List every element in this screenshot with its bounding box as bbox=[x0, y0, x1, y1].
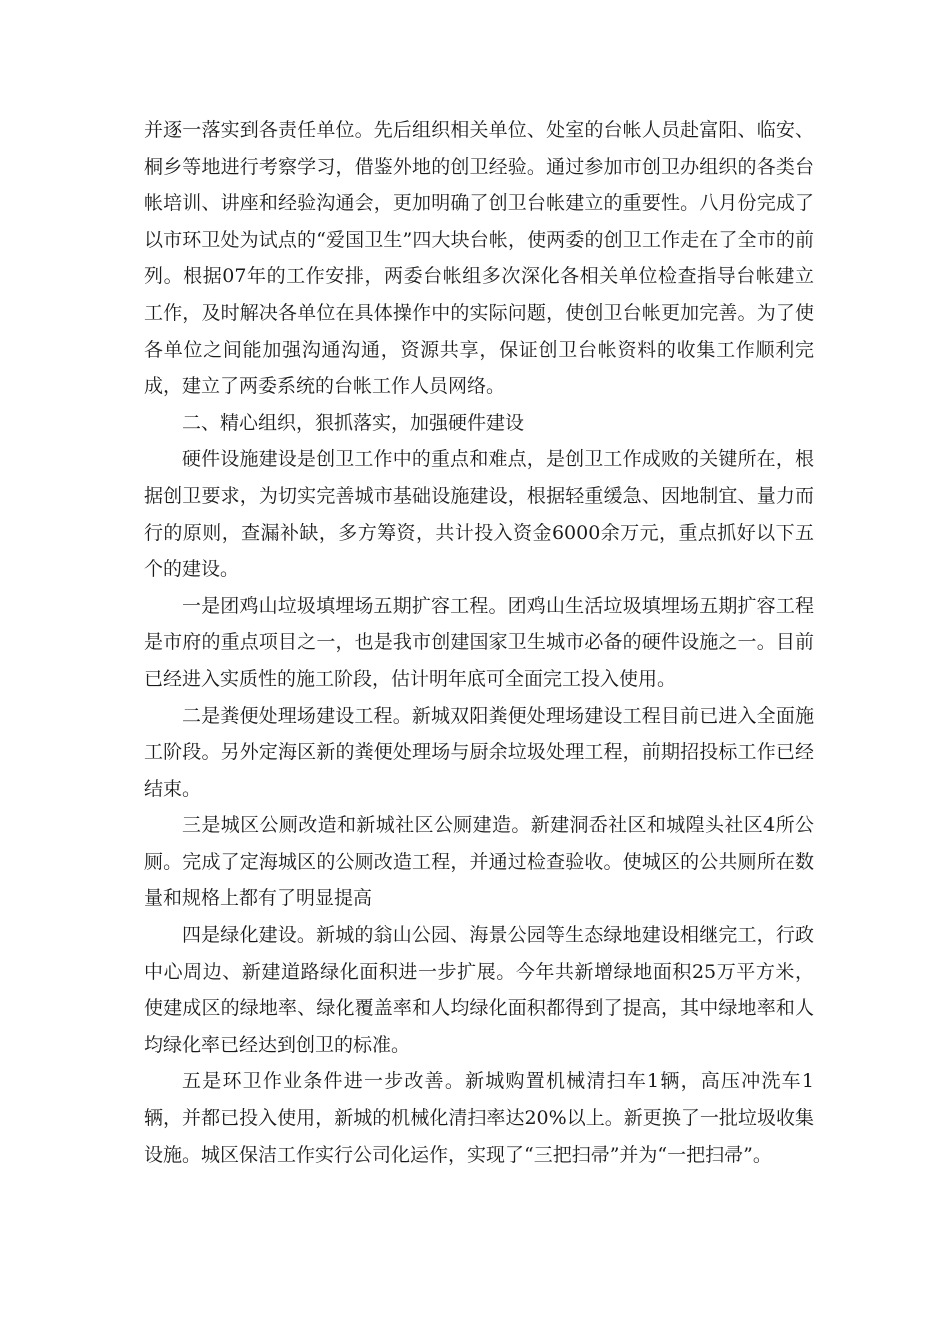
paragraph-6: 三是城区公厕改造和新城社区公厕建造。新建洞岙社区和城隍头社区4所公厕。完成了定海城区的公厕改造工程，并通过检查验收。使城区的公共厕所在数量和规格上都有了明显提高 bbox=[144, 814, 814, 910]
paragraph-5: 二是粪便处理场建设工程。新城双阳粪便处理场建设工程目前已进入全面施工阶段。另外定海区新的粪便处理场与厨余垃圾处理工程，前期招投标工作已经结束。 bbox=[144, 704, 814, 800]
document-body bbox=[144, 112, 814, 1173]
paragraph-1: 并逐一落实到各责任单位。先后组织相关单位、处室的台帐人员赴富阳、临安、桐乡等地进行考察学习，借鉴外地的创卫经验。通过参加市创卫办组织的各类台帐培训、讲座和经验沟通会，更加明确了创卫台帐建立的重要性。八月份完成了以市环卫处为试点的“爱国卫生”四大块台帐，使两委的创卫工作走在了全市的前列。根据07年的工作安排，两委台帐组多次深化各相关单位检查指导台帐建立工作，及时解决各单位在具体操作中的实际问题，使创卫台帐更加完善。为了使各单位之间能加强沟通沟通，资源共享，保证创卫台帐资料的收集工作顺利完成，建立了两委系统的台帐工作人员网络。 bbox=[144, 119, 814, 398]
paragraph-7: 四是绿化建设。新城的翁山公园、海景公园等生态绿地建设相继完工，行政中心周边、新建道路绿化面积进一步扩展。今年共新增绿地面积25万平方米，使建成区的绿地率、绿化覆盖率和人均绿化面积都得到了提高，其中绿地率和人均绿化率已经达到创卫的标准。 bbox=[144, 924, 814, 1056]
paragraph-4: 一是团鸡山垃圾填埋场五期扩容工程。团鸡山生活垃圾填埋场五期扩容工程是市府的重点项目之一，也是我市创建国家卫生城市必备的硬件设施之一。目前已经进入实质性的施工阶段，估计明年底可全面完工投入使用。 bbox=[144, 594, 814, 690]
paragraph-8: 五是环卫作业条件进一步改善。新城购置机械清扫车1辆，高压冲洗车1辆，并都已投入使用，新城的机械化清扫率达20%以上。新更换了一批垃圾收集设施。城区保洁工作实行公司化运作，实现了“三把扫帚”并为“一把扫帚”。 bbox=[144, 1070, 814, 1166]
section-heading-2: 二、精心组织，狠抓落实，加强硬件建设 bbox=[182, 411, 525, 434]
paragraph-3: 硬件设施建设是创卫工作中的重点和难点，是创卫工作成败的关键所在，根据创卫要求，为切实完善城市基础设施建设，根据轻重缓急、因地制宜、量力而行的原则，查漏补缺，多方筹资，共计投入资金6000余万元，重点抓好以下五个的建设。 bbox=[144, 448, 814, 581]
